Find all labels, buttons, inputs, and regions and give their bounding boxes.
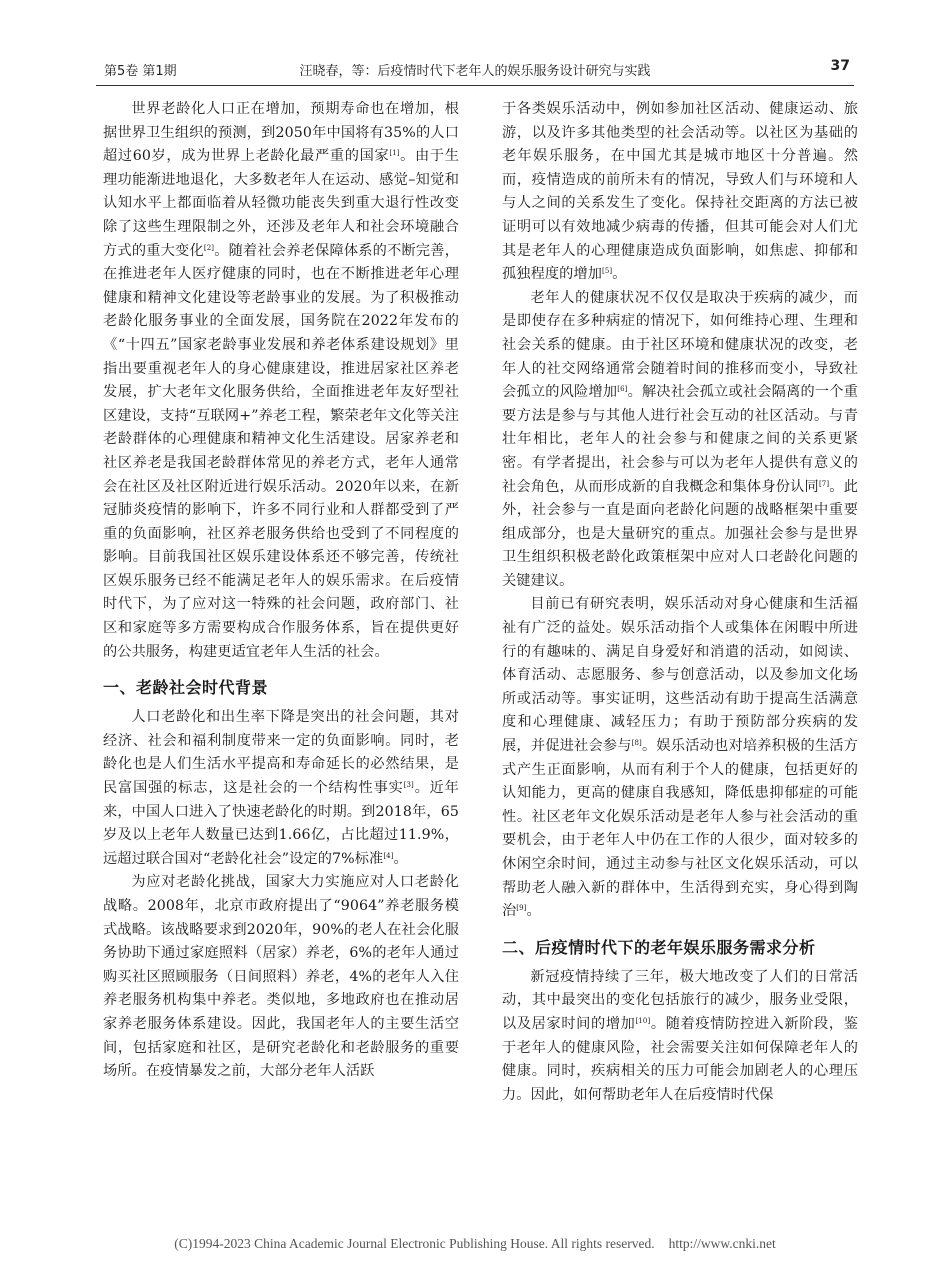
citation: [7] [818, 479, 830, 488]
right-column [502, 98, 858, 1107]
citation: [6] [617, 385, 628, 394]
citation: [3] [403, 781, 414, 790]
paragraph-intro: 世界老龄化人口正在增加，预期寿命也在增加，根据世界卫生组织的预测，到2050年中国将有35%的人口超过60岁，成为世界上老龄化最严重的国家[1]。由于生理功能渐进地退化，大多数老年人在运动、感觉–知觉和认知水平上都面临着从轻微功能丧失到重大退行性改变除了这些生理限制之外，还涉及老年人和社会环境融合方式的重大变化[2]。随着社会养老保障体系的不断完善，在推进老年人医疗健康的同时，也在不断推进老年心理健康和精神文化建设等老龄事业的发展。为了积极推动老龄化服务事业的全面发展，国务院在2022年发布的《“十四五”国家老龄事业发展和养老体系建设规划》里指出要重视老年人的身心健康建设，推进居家社区养老发展，扩大老年文化服务供给，全面推进老年友好型社区建设，支持“互联网+”养老工程，繁荣老年文化等关注老龄群体的心理健康和精神文化生活建设。居家养老和社区养老是我国老龄群体常见的养老方式，老年人通常会在社区及社区附近进行娱乐活动。2020年以来，在新冠肺炎疫情的影响下，许多不同行业和人群都受到了严重的负面影响，社区养老服务供给也受到了不同程度的影响。目前我国社区娱乐建设体系还不够完善，传统社区娱乐服务已经不能满足老年人的娱乐需求。在后疫情时代下，为了应对这一特殊的社会问题，政府部门、社区和家庭等多方需要构成合作服务体系，旨在提供更好的公共服务，构建更适宜老年人生活的社会。 [103, 101, 460, 660]
header-rule [96, 85, 854, 86]
citation: [4] [383, 851, 394, 860]
running-header [96, 56, 854, 82]
citation: [2] [203, 243, 215, 252]
page-number: 37 [830, 58, 850, 74]
left-column [103, 98, 459, 1084]
copyright-text: (C)1994-2023 China Academic Journal Electronic Publishing House. All rights reserved. [174, 1236, 655, 1251]
footer-url[interactable]: http://www.cnki.net [668, 1236, 776, 1251]
running-title: 汪晓春，等：后疫情时代下老年人的娱乐服务设计研究与实践 [299, 64, 651, 79]
citation: [1] [389, 149, 400, 158]
citation: [8] [631, 739, 642, 748]
paragraph-entertainment-benefits: 目前已有研究表明，娱乐活动对身心健康和生活福祉有广泛的益处。娱乐活动指个人或集体在闲暇中所进行的有趣味的、满足自身爱好和消遣的活动，如阅读、体育活动、志愿服务、参与创意活动，以及参加文化场所或活动等。事实证明，这些活动有助于提高生活满意度和心理健康、减轻压力；有助于预防部分疾病的发展，并促进社会参与[8]。娱乐活动也对培养积极的生活方式产生正面影响，从而有利于个人的健康，包括更好的认知能力，更高的健康自我感知，降低患抑郁症的可能性。社区老年文化娱乐活动是老年人参与社会活动的重要机会，由于老年人中仍在工作的人很少，面对较多的休闲空余时间，通过主动参与社区文化娱乐活动，可以帮助老人融入新的群体中，生活得到充实，身心得到陶治[9]。 [502, 596, 858, 920]
section-heading-1: 一、老龄社会时代背景 [103, 678, 269, 698]
paragraph-continued: 于各类娱乐活动中，例如参加社区活动、健康运动、旅游，以及许多其他类型的社会活动等。以社区为基础的老年娱乐服务，在中国尤其是城市地区十分普遍。然而，疫情造成的前所未有的情况，导致人们与环境和人与人之间的关系发生了变化。保持社交距离的方法已被证明可以有效地减少病毒的传播，但其可能会对人们尤其是老年人的心理健康造成负面影响，如焦虑、抑郁和孤独程度的增加[5]。 [502, 101, 858, 283]
copyright-footer [0, 1236, 950, 1252]
section-heading-2: 二、后疫情时代下的老年娱乐服务需求分析 [502, 937, 816, 957]
paragraph-national-strategy: 为应对老龄化挑战，国家大力实施应对人口老龄化战略。2008年，北京市政府提出了“9064”养老服务模式战略。该战略要求到2020年，90%的老人在社会化服务协助下通过家庭照料（居家）养老，6%的老年人通过购买社区照顾服务（日间照料）养老，4%的老年人入住养老服务机构集中养老。类似地，多地政府也在推动居家养老服务体系建设。因此，我国老年人的主要生活空间，包括家庭和社区，是研究老龄化和老龄服务的重要场所。在疫情暴发之前，大部分老年人活跃 [103, 874, 459, 1080]
citation: [9] [516, 904, 527, 913]
paragraph-post-pandemic: 新冠疫情持续了三年，极大地改变了人们的日常活动，其中最突出的变化包括旅行的减少，服务业受限，以及居家时间的增加[10]。随着疫情防控进入新阶段，鉴于老年人的健康风险，社会需要关注如何保障老年人的健康。同时，疾病相关的压力可能会加剧老人的心理压力。因此，如何帮助老年人在后疫情时代保 [502, 968, 859, 1103]
paragraph-aging-background: 人口老龄化和出生率下降是突出的社会问题，其对经济、社会和福利制度带来一定的负面影响。同时，老龄化也是人们生活水平提高和寿命延长的必然结果，是民富国强的标志，这是社会的一个结构性事实[3]。近年来，中国人口进入了快速老龄化的时期。到2018年，65岁及以上老年人数量已达到1.66亿，占比超过11.9%，远超过联合国对“老龄化社会”设定的7%标准[4]。 [103, 709, 459, 867]
journal-issue: 第5卷 第1期 [104, 64, 177, 79]
citation: [5] [602, 267, 613, 276]
citation: [10] [635, 1016, 651, 1025]
paragraph-health-status: 老年人的健康状况不仅仅是取决于疾病的减少，而是即使存在多种病症的情况下，如何维持心理、生理和社会关系的健康。由于社区环境和健康状况的改变，老年人的社交网络通常会随着时间的推移而变小，导致社会孤立的风险增加[6]。解决社会孤立或社会隔离的一个重要方法是参与与其他人进行社会互动的社区活动。与青壮年相比，老年人的社会参与和健康之间的关系更紧密。有学者提出，社会参与可以为老年人提供有意义的社会角色，从而形成新的自我概念和集体身份认同[7]。此外，社会参与一直是面向老龄化问题的战略框架中重要组成部分，也是大量研究的重点。加强社会参与是世界卫生组织积极老龄化政策框架中应对人口老龄化问题的关键建议。 [502, 289, 859, 589]
